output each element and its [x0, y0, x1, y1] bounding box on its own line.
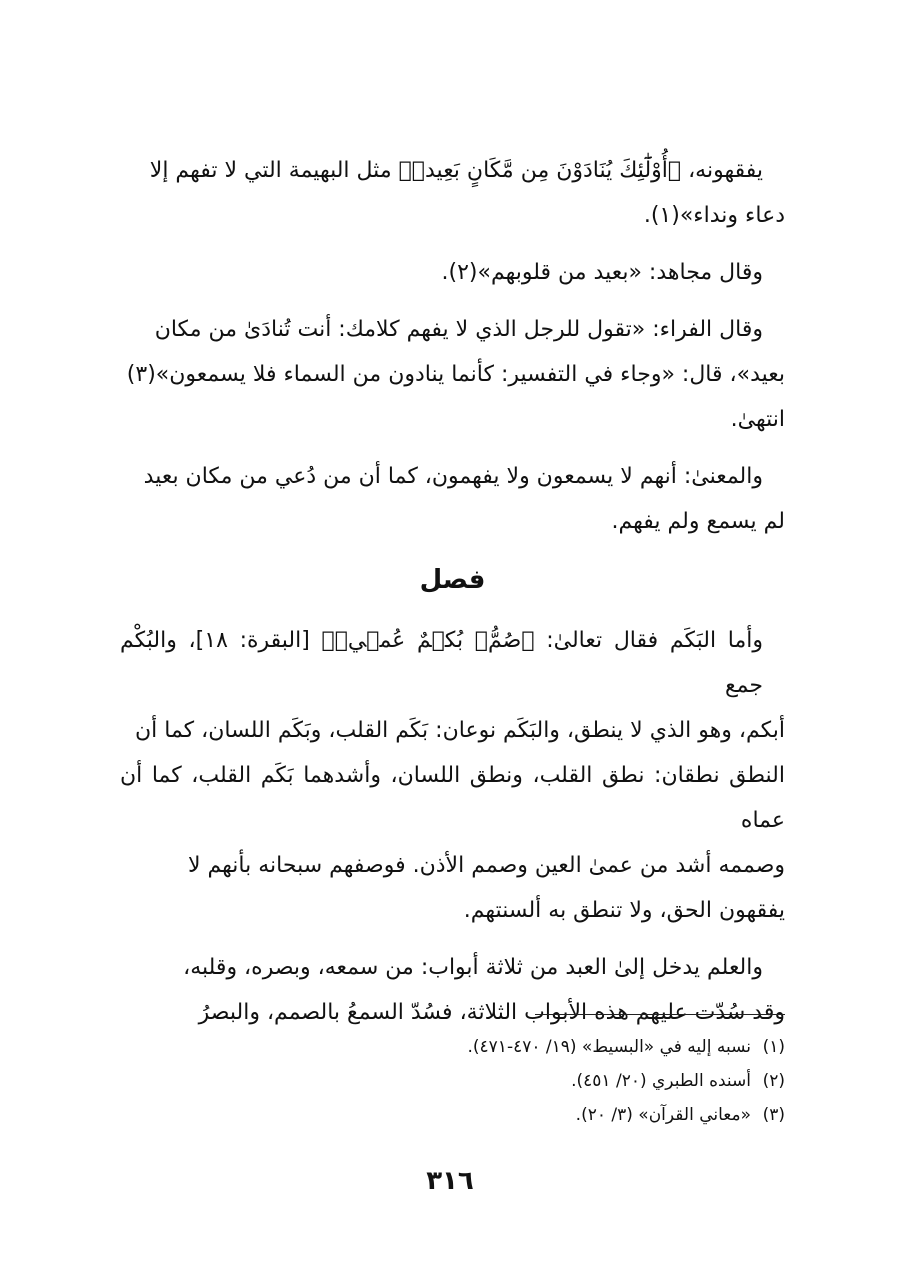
paragraph — [120, 148, 785, 238]
footnote — [120, 1098, 785, 1132]
paragraph — [120, 454, 785, 544]
text-line: أبكم، وهو الذي لا ينطق، والبَكَم نوعان: بَكَم القلب، وبَكَم اللسان، كما أن — [134, 718, 785, 743]
page-number: ٣١٦ — [426, 1166, 474, 1196]
text-line: وصممه أشد من عمىٰ العين وصمم الأذن. فوصفهم سبحانه بأنهم لا — [187, 853, 785, 878]
footnote — [120, 1064, 785, 1098]
footnote-text: «معاني القرآن» (٣/ ٢٠). — [575, 1105, 751, 1125]
text-line: وقد سُدّت عليهم هذه الأبواب الثلاثة، فسُدّ السمعُ بالصمم، والبصرُ — [198, 1000, 785, 1025]
footnotes — [120, 1030, 785, 1132]
paragraph-group-2 — [120, 618, 785, 1035]
text-line: دعاء ونداء»(١). — [643, 203, 785, 228]
text-line: لم يسمع ولم يفهم. — [611, 509, 785, 534]
paragraph-group-1 — [120, 148, 785, 544]
text-line: النطق نطقان: نطق القلب، ونطق اللسان، وأشدهما بَكَم القلب، كما أن عماه — [120, 763, 785, 833]
paragraph — [120, 250, 785, 295]
text-line: يفقهون الحق، ولا تنطق به ألسنتهم. — [463, 898, 785, 923]
paragraph — [120, 945, 785, 1035]
text-line: والعلم يدخل إلىٰ العبد من ثلاثة أبواب: من سمعه، وبصره، وقلبه، — [183, 955, 763, 980]
text-line: يفقهونه، ﴿أُوْلَٰٓئِكَ يُنَادَوْنَ مِن مَّكَانٍ بَعِيدٖ﴾ مثل البهيمة التي لا تفهم إلا — [149, 158, 763, 183]
footnote-number: (١) — [762, 1037, 785, 1057]
section-heading: فصل — [419, 565, 486, 595]
text-line: وأما البَكَم فقال تعالىٰ: ﴿صُمُّۢ بُكۡمٌ عُمۡيٞ﴾ [البقرة: ١٨]، والبُكْم جمع — [120, 628, 764, 698]
page-body — [120, 148, 785, 1047]
footnote-number: (٣) — [762, 1105, 785, 1125]
text-line: والمعنىٰ: أنهم لا يسمعون ولا يفهمون، كما أن من دُعي من مكان بعيد — [143, 464, 763, 489]
text-line: انتهىٰ. — [730, 407, 785, 432]
text-line: وقال مجاهد: «بعيد من قلوبهم»(٢). — [441, 260, 763, 285]
paragraph — [120, 307, 785, 442]
paragraph — [120, 618, 785, 933]
text-line: بعيد»، قال: «وجاء في التفسير: كأنما ينادون من السماء فلا يسمعون»(٣) — [126, 362, 785, 387]
footnote-text: نسبه إليه في «البسيط» (١٩/ ٤٧٠-٤٧١). — [467, 1037, 751, 1057]
footnote-separator — [535, 1014, 785, 1015]
footnote-number: (٢) — [762, 1071, 785, 1091]
text-line: وقال الفراء: «تقول للرجل الذي لا يفهم كلامك: أنت تُنادَىٰ من مكان — [154, 317, 763, 342]
footnote — [120, 1030, 785, 1064]
footnote-text: أسنده الطبري (٢٠/ ٤٥١). — [571, 1071, 751, 1091]
